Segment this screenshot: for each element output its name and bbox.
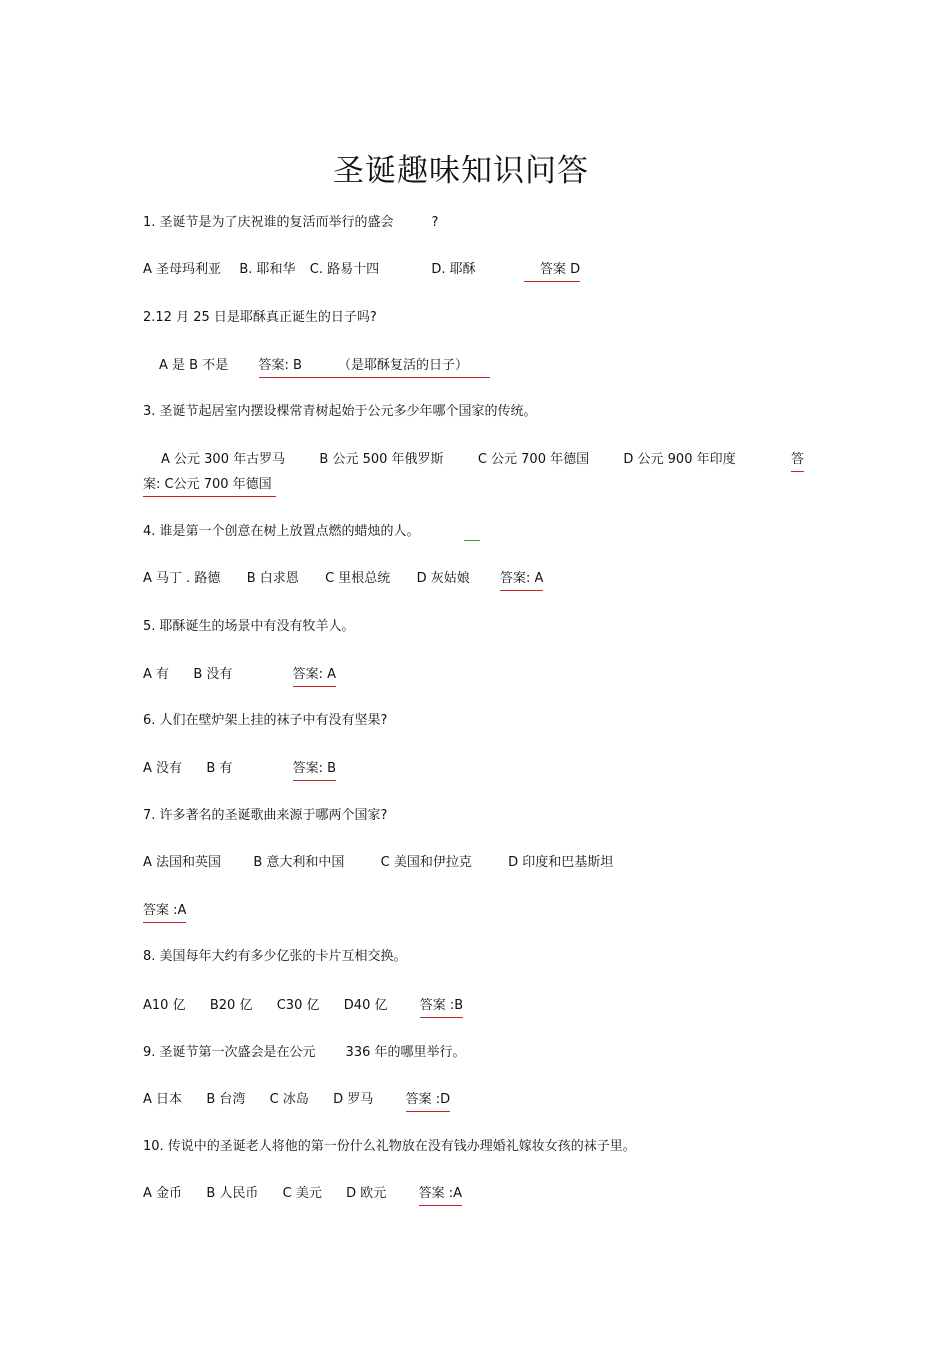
option-5b: B 没有 xyxy=(193,667,233,682)
question-5: 5. 耶酥诞生的场景中有没有牧羊人。 xyxy=(143,619,355,634)
option-7a: A 法国和英国 xyxy=(143,855,222,870)
question-1 xyxy=(143,214,438,232)
option-3b: B 公元 500 年俄罗斯 xyxy=(319,452,444,467)
options-3 xyxy=(161,451,736,469)
green-mark xyxy=(464,540,480,541)
answer-3-part2: 案: C公元 700 年德国 xyxy=(143,476,276,497)
option-1b: B. 耶和华 xyxy=(239,262,296,277)
question-8: 8. 美国每年大约有多少亿张的卡片互相交换。 xyxy=(143,949,407,964)
options-8 xyxy=(143,997,463,1018)
option-3a: A 公元 300 年古罗马 xyxy=(161,452,286,467)
option-2a: A 是 xyxy=(159,358,186,373)
option-9c: C 冰岛 xyxy=(269,1092,309,1107)
answer-6: 答案: B xyxy=(293,760,336,781)
options-1 xyxy=(143,261,580,282)
answer-3-part1: 答 xyxy=(791,451,804,472)
option-4b: B 白求恩 xyxy=(246,571,299,586)
option-8c: C30 亿 xyxy=(276,998,320,1013)
option-10a: A 金币 xyxy=(143,1186,183,1201)
answer-2 xyxy=(259,357,490,378)
option-4c: C 里根总统 xyxy=(325,571,391,586)
option-10b: B 人民币 xyxy=(206,1186,259,1201)
option-1d: D. 耶酥 xyxy=(431,262,476,277)
option-5a: A 有 xyxy=(143,667,170,682)
option-7d: D 印度和巴基斯坦 xyxy=(508,855,614,870)
option-10d: D 欧元 xyxy=(346,1186,387,1201)
option-9b: B 台湾 xyxy=(206,1092,246,1107)
answer-2-text: 答案: B xyxy=(258,358,302,373)
options-5 xyxy=(143,666,336,687)
option-9a: A 日本 xyxy=(143,1092,183,1107)
option-4a: A 马丁 . 路德 xyxy=(143,571,221,586)
question-9 xyxy=(143,1044,466,1062)
question-3: 3. 圣诞节起居室内摆设棵常青树起始于公元多少年哪个国家的传统。 xyxy=(143,404,537,419)
options-6 xyxy=(143,760,336,781)
question-9-text-b: 336 年的哪里举行。 xyxy=(345,1045,466,1060)
options-2 xyxy=(159,357,490,378)
answer-2-note: （是耶酥复活的日子） xyxy=(337,358,468,373)
question-6: 6. 人们在壁炉架上挂的袜子中有没有坚果? xyxy=(143,713,388,728)
question-2: 2.12 月 25 日是耶酥真正诞生的日子吗? xyxy=(143,310,377,325)
answer-7-line xyxy=(143,902,186,923)
options-10 xyxy=(143,1185,462,1206)
answer-10: 答案 :A xyxy=(419,1185,462,1206)
question-1-mark: ? xyxy=(431,215,439,230)
question-10: 10. 传说中的圣诞老人将他的第一份什么礼物放在没有钱办理婚礼嫁妆女孩的袜子里。 xyxy=(143,1139,636,1154)
option-9d: D 罗马 xyxy=(333,1092,374,1107)
option-8d: D40 亿 xyxy=(343,998,388,1013)
question-4: 4. 谁是第一个创意在树上放置点燃的蜡烛的人。 xyxy=(143,524,420,539)
option-7b: B 意大利和中国 xyxy=(253,855,345,870)
option-3c: C 公元 700 年德国 xyxy=(477,452,590,467)
answer-3-start xyxy=(791,451,804,472)
option-1c: C. 路易十四 xyxy=(309,262,380,277)
answer-5: 答案: A xyxy=(293,666,336,687)
options-7 xyxy=(143,854,613,872)
option-6a: A 没有 xyxy=(143,761,183,776)
option-4d: D 灰姑娘 xyxy=(416,571,470,586)
option-6b: B 有 xyxy=(206,761,233,776)
option-1a: A 圣母玛利亚 xyxy=(143,262,222,277)
option-8b: B20 亿 xyxy=(209,998,253,1013)
options-4 xyxy=(143,570,543,591)
answer-8: 答案 :B xyxy=(420,997,463,1018)
answer-4: 答案: A xyxy=(500,570,543,591)
question-9-text-a: 9. 圣诞节第一次盛会是在公元 xyxy=(143,1045,316,1060)
option-2b: B 不是 xyxy=(189,358,229,373)
page-title: 圣诞趣味知识问答 xyxy=(333,153,589,189)
question-7: 7. 许多著名的圣诞歌曲来源于哪两个国家? xyxy=(143,808,388,823)
question-1-text: 1. 圣诞节是为了庆祝谁的复活而举行的盛会 xyxy=(143,215,394,230)
options-9 xyxy=(143,1091,450,1112)
answer-7: 答案 :A xyxy=(143,902,186,923)
answer-3-end xyxy=(143,476,276,497)
option-7c: C 美国和伊拉克 xyxy=(380,855,472,870)
option-8a: A10 亿 xyxy=(143,998,186,1013)
option-10c: C 美元 xyxy=(282,1186,322,1201)
option-3d: D 公元 900 年印度 xyxy=(623,452,736,467)
answer-1: 答案 D xyxy=(524,261,580,282)
answer-9: 答案 :D xyxy=(406,1091,451,1112)
